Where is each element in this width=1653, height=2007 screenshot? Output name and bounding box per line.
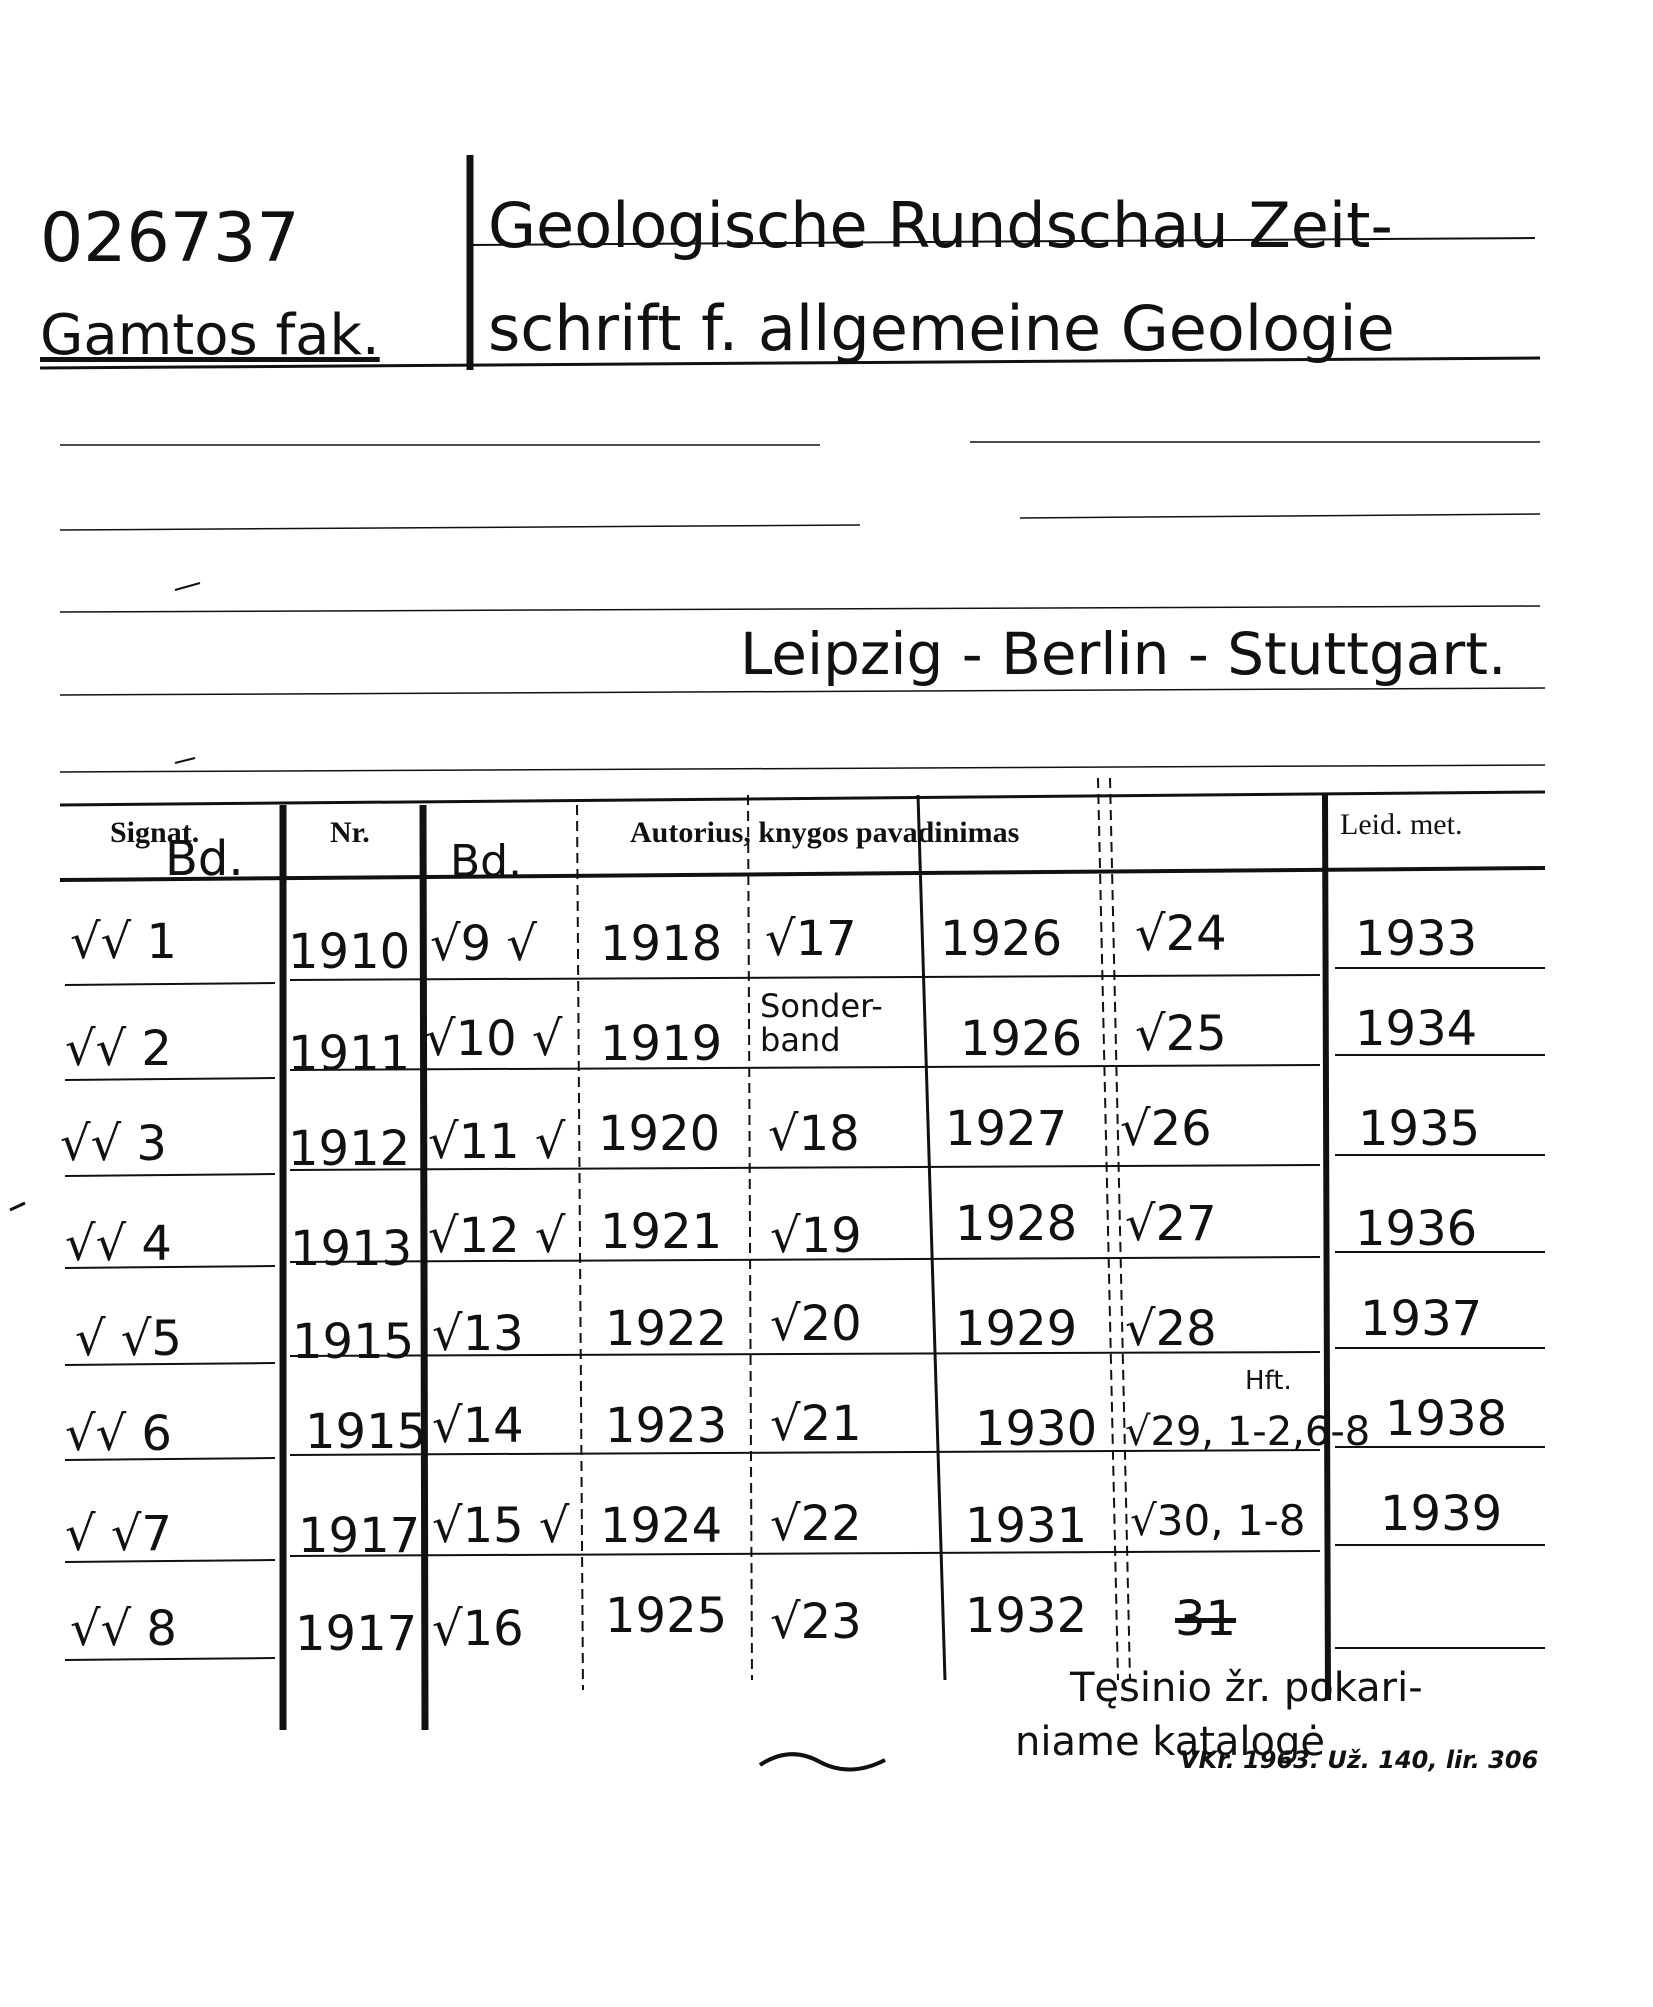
cell-c3: √9 √ (430, 916, 537, 972)
cell-c6: 1932 (965, 1588, 1088, 1644)
cell-c4: 1920 (598, 1106, 721, 1162)
cell-c7: √26 (1120, 1101, 1212, 1157)
cell-c6: 1929 (955, 1301, 1078, 1357)
cell-c1: √√ 3 (60, 1116, 167, 1172)
cell-c8: 1934 (1355, 1001, 1478, 1057)
cell-c5: √18 (768, 1106, 860, 1162)
cell-c7: √28 (1125, 1301, 1217, 1357)
department-label: Gamtos fak. (40, 303, 380, 368)
cell-c8: 1937 (1360, 1291, 1483, 1347)
footnote-line-2: niame katalogė (1015, 1719, 1326, 1765)
cell-c2: 1912 (288, 1121, 411, 1177)
cell-c8: 1935 (1358, 1101, 1481, 1157)
header-bd-handwritten-1: Bd. (165, 831, 244, 887)
cell-c5: √20 (770, 1296, 862, 1352)
publication-place: Leipzig - Berlin - Stuttgart. (740, 620, 1507, 688)
title-line-1: Geologische Rundschau Zeit- (488, 189, 1393, 262)
cell-c8: 1933 (1355, 911, 1478, 967)
cell-c6: 1927 (945, 1101, 1068, 1157)
cell-c7: √29, 1-2,6-8 (1125, 1409, 1371, 1455)
cell-c1: √√ 1 (70, 914, 177, 970)
cell-c1: √√ 8 (70, 1601, 177, 1657)
cell-c2: 1915 (292, 1314, 415, 1370)
cell-c2: 1915 (305, 1404, 428, 1460)
cell-c3: √11 √ (428, 1114, 566, 1170)
cell-c8: 1936 (1355, 1201, 1478, 1257)
cell-c3: √10 √ (425, 1011, 563, 1067)
cell-c8: 1938 (1385, 1391, 1508, 1447)
cell-c7: 31 (1175, 1591, 1237, 1647)
cell-c6: 1930 (975, 1401, 1098, 1457)
cell-c4: 1921 (600, 1204, 723, 1260)
title-line-2: schrift f. allgemeine Geologie (488, 292, 1395, 365)
footnote-line-3: VKr. 1963. Už. 140, lir. 306 (1180, 1746, 1539, 1774)
cell-c4: 1922 (605, 1301, 728, 1357)
cell-c4: 1919 (600, 1016, 723, 1072)
cell-c3: √16 (432, 1601, 524, 1657)
cell-c2: 1911 (288, 1026, 411, 1082)
cell-c4: 1924 (600, 1498, 723, 1554)
cell-c2: 1917 (298, 1508, 421, 1564)
cell-c1: √ √5 (75, 1311, 182, 1367)
cell-c5: √23 (770, 1594, 862, 1650)
cell-c6: 1928 (955, 1196, 1078, 1252)
cell-c5: Sonder-band (760, 987, 883, 1059)
cell-c6: 1926 (960, 1011, 1083, 1067)
cell-c7: √24 (1135, 906, 1227, 962)
cell-c3: √12 √ (428, 1208, 566, 1264)
cell-c3: √13 (432, 1306, 524, 1362)
cell-c4: 1923 (605, 1398, 728, 1454)
cell-c1: √√ 6 (65, 1406, 172, 1462)
cell-c4: 1918 (600, 916, 723, 972)
header-nr: Nr. (330, 816, 370, 849)
accession-number: 026737 (40, 199, 300, 278)
cell-c2: 1910 (288, 924, 411, 980)
cell-c4: 1925 (605, 1588, 728, 1644)
cell-c1: √ √7 (65, 1506, 172, 1562)
cell-c7: √30, 1-8 (1130, 1496, 1306, 1545)
cell-c3: √15 √ (432, 1498, 570, 1554)
cell-c7: √27 (1125, 1196, 1217, 1252)
cell-c6: 1931 (965, 1498, 1088, 1554)
cell-c1: √√ 2 (65, 1021, 172, 1077)
footnote-line-1: Tęsinio žr. pokari- (1070, 1665, 1423, 1711)
cell-c5: √17 (765, 911, 857, 967)
cell-c5: √19 (770, 1208, 862, 1264)
header-leid-met: Leid. met. (1340, 808, 1463, 841)
cell-c2: 1913 (290, 1221, 413, 1277)
cell-c3: √14 (432, 1398, 524, 1454)
cell-c8: 1939 (1380, 1486, 1503, 1542)
header-autorius: Autorius, knygos pavadinimas (630, 816, 1020, 849)
cell-c1: √√ 4 (65, 1216, 172, 1272)
cell-c6: 1926 (940, 911, 1063, 967)
cell-c7: √25 (1135, 1006, 1227, 1062)
cell-c5: √21 (770, 1396, 862, 1452)
header-signat: Signat. (110, 816, 200, 849)
header-bd-handwritten-2: Bd. (450, 836, 523, 887)
hft-note: Hft. (1245, 1366, 1292, 1396)
cell-c2: 1917 (295, 1606, 418, 1662)
cell-c5: √22 (770, 1496, 862, 1552)
